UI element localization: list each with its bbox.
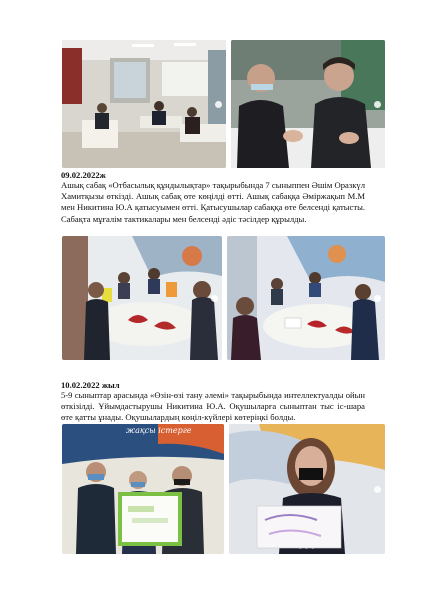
next-photo-icon[interactable]: [211, 295, 218, 302]
next-photo-icon[interactable]: [215, 101, 222, 108]
section-1-date: 09.02.2022ж: [61, 170, 106, 180]
photo-students-lesson: [227, 236, 385, 360]
next-photo-icon[interactable]: [374, 101, 381, 108]
photo-girl-with-drawing: [229, 424, 385, 554]
photo-students-table: [62, 236, 222, 360]
next-photo-icon[interactable]: [374, 486, 381, 493]
section-1-paragraph: Ашық сабақ «Отбасылық құндылықтар» тақырыбында 7 сыныппен Әшім Оразкүл Хамитқызы өткізді. Ашық сабақ өте көңілді өтті. Ашық сабаққа Әмiржақып М.М мен Никитина Ю.А қатысуымен өтті. Қатысушылар сабаққа өте белсенді қатысты. Сабақта мұғалім тактикалары мен белсенді әдіс тәсілдер құрылды.: [61, 180, 365, 224]
section-2-date: 10.02.2022 жыл: [61, 380, 120, 390]
section-2-paragraph: 5-9 сыныптар арасында «Өзін-өзі тану әлемі» тақырыбында интеллектуалды ойын өткізілді. Ұйымдастырушы Никитина Ю.А. Оқушыларға сыныптан тыс іс-шара өте қатты ұнады. Оқушылардың көңіл-күйлері көтерiңкі болды.: [61, 390, 365, 423]
photo-classroom-wide: [62, 40, 226, 168]
next-photo-icon[interactable]: [374, 295, 381, 302]
photo-boys-with-poster: [62, 424, 224, 554]
wall-slogan: жақсы істерге: [126, 426, 192, 435]
photo-pagination-dots[interactable]: ● ● ●: [298, 546, 316, 551]
photo-teachers-crafting: [231, 40, 385, 168]
